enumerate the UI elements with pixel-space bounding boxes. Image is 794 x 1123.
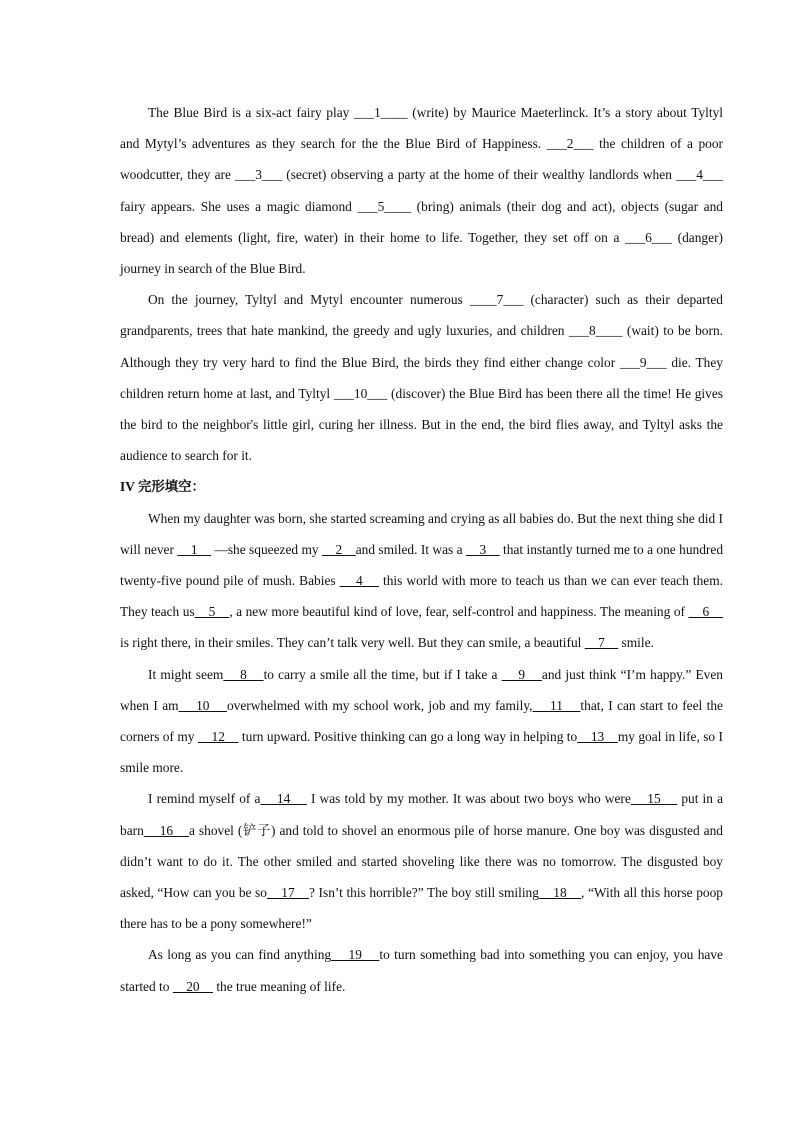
text-segment: ? Isn’t this horrible?” The boy still smiling — [309, 885, 539, 901]
section-heading-cloze: IV 完形填空： — [120, 479, 205, 495]
document-page — [120, 97, 723, 1002]
blank-18: 18 — [538, 885, 582, 901]
blank-3: 3 — [465, 541, 500, 557]
text-segment: the true meaning of life. — [212, 978, 346, 994]
blank-16: 16 — [143, 822, 190, 838]
text-segment: this world with more to teach us than we can ever teach them. They teach us — [120, 573, 723, 620]
text-segment: that, I can start to feel the corners of my — [120, 697, 723, 745]
text-segment: and just think “I’m happy.” Even when I am — [120, 666, 723, 713]
text-segment: is right there, in their smiles. They can’t talk very well. But they can smile, a beautiful — [120, 635, 585, 651]
blank-5: 5 — [194, 604, 230, 620]
blank-17: 17 — [266, 885, 310, 901]
text-segment: smile. — [618, 635, 654, 651]
text-segment: When my daughter was born, she started screaming and crying as all babies do. But the next thing she did I will never — [120, 510, 723, 557]
blank-20: 20 — [172, 978, 213, 994]
text-segment: put in a barn — [120, 791, 724, 838]
text-segment: and smiled. It was a — [355, 541, 466, 557]
blank-14: 14 — [260, 791, 307, 807]
text-segment: , “With all this horse poop there has to be a pony somewhere!” — [120, 885, 723, 932]
text-segment: I remind myself of a — [148, 791, 261, 807]
text-segment: overwhelmed with my school work, job and my family, — [226, 697, 533, 713]
blank-11: 11 — [532, 697, 581, 713]
blank-15: 15 — [630, 791, 678, 807]
cloze-paragraph-1 — [120, 503, 723, 659]
text-segment: I was told by my mother. It was about two boys who were — [306, 791, 631, 807]
text-segment: , a new more beautiful kind of love, fear, self-control and happiness. The meaning of — [229, 604, 689, 620]
blank-12: 12 — [197, 729, 239, 745]
blank-9: 9 — [501, 666, 542, 682]
blank-19: 19 — [331, 947, 380, 963]
blank-1: 1 — [177, 541, 212, 557]
text-segment: my goal in life, so I smile more. — [120, 729, 723, 776]
blank-8: 8 — [223, 666, 264, 682]
text-segment: that instantly turned me to a one hundred twenty-five pound pile of mush. Babies — [120, 541, 724, 589]
passage-paragraph-1: The Blue Bird is a six-act fairy play ___1____ (write) by Maurice Maeterlinck. It’s a story about Tyltyl and Mytyl’s adventures as they search for the the Blue Bird of Happiness. ___2___ the children of a poor woodcutter, they are ___3___ (secret) observing a party at the home of their wealthy landlords when ___4___ fairy appears. She uses a magic diamond ___5____ (bring) animals (their dog and act), objects (sugar and bread) and elements (light, fire, water) in their home to life. Together, they set off on a ___6___ (danger) journey in search of the Blue Bird. — [120, 105, 723, 277]
text-segment: turn upward. Positive thinking can go a long way in helping to — [238, 729, 578, 745]
text-segment: —she squeezed my — [211, 541, 322, 557]
cloze-paragraph-4 — [120, 939, 723, 1001]
text-segment: to turn something bad into something you can enjoy, you have started to — [120, 947, 723, 994]
cloze-paragraph-3 — [120, 783, 723, 939]
cloze-paragraph-2 — [120, 659, 723, 784]
blank-13: 13 — [577, 729, 618, 745]
blank-6: 6 — [688, 604, 723, 620]
text-segment: to carry a smile all the time, but if I take a — [263, 666, 502, 682]
blank-2: 2 — [321, 541, 356, 557]
text-segment: a shovel (铲子) and told to shovel an enormous pile of horse manure. One boy was disgusted and didn’t want to do it. The other smiled and started shoveling like there was no tomorrow. The disgusted boy asked, “How can you be so — [120, 822, 724, 901]
blank-4: 4 — [339, 573, 379, 589]
text-segment: As long as you can find anything — [148, 947, 332, 963]
passage-paragraph-2: On the journey, Tyltyl and Mytyl encounter numerous ____7___ (character) such as their departed grandparents, trees that hate mankind, the greedy and ugly luxuries, and children ___8____ (wait) to be born. Although they try very hard to find the Blue Bird, the birds they find either change color ___9___ die. They children return home at last, and Tyltyl ___10___ (discover) the Blue Bird has been there all the time! He gives the bird to the neighbor's little girl, curing her illness. But in the end, the bird flies away, and Tyltyl asks the audience to search for it. — [120, 292, 723, 464]
blank-10: 10 — [178, 697, 227, 713]
blank-7: 7 — [584, 635, 619, 651]
text-segment: It might seem — [148, 666, 224, 682]
